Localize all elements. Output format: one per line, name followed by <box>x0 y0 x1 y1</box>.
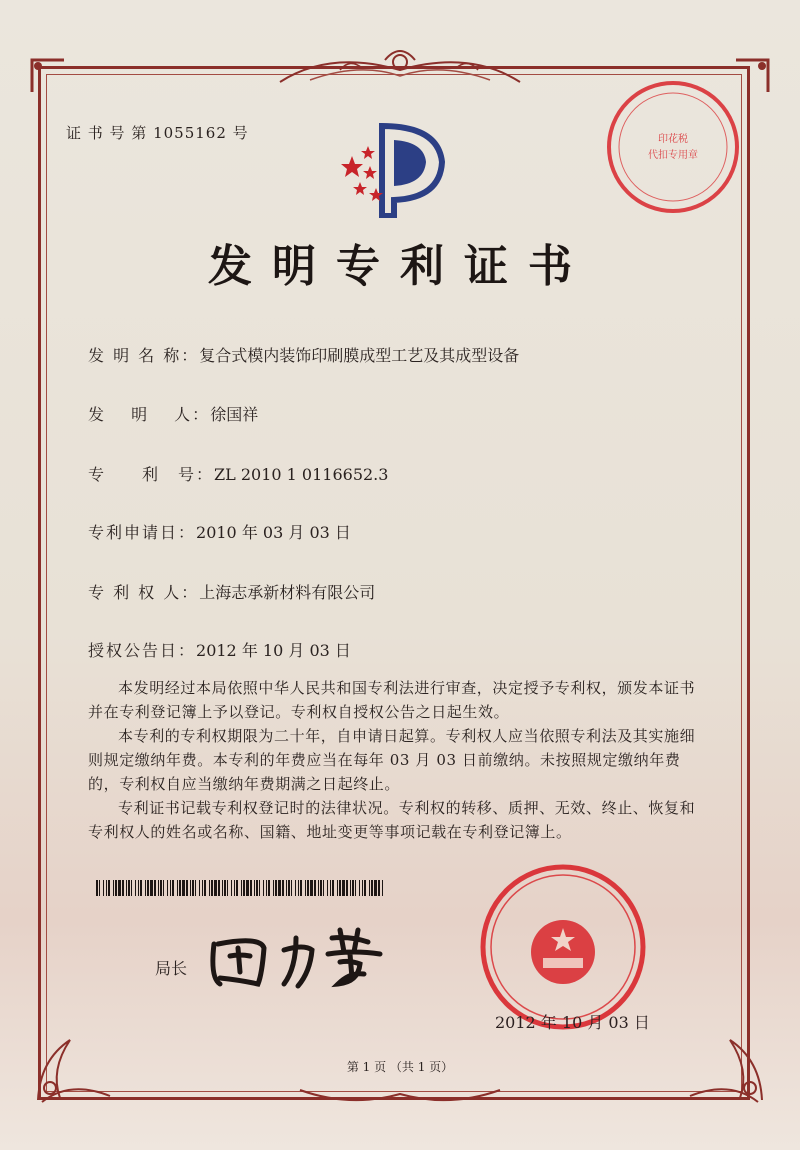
certificate-body <box>88 676 708 844</box>
field-patent-number <box>88 462 388 485</box>
director-label: 局长 <box>155 959 188 978</box>
field-grant-date <box>88 638 351 661</box>
body-paragraph: 本专利的专利权期限为二十年，自申请日起算。专利权人应当依照专利法及其实施细则规定缴纳年费。本专利的年费应当在每年 03 月 03 日前缴纳。未按照规定缴纳年费的，专利权自应当缴纳年费期满之日起终止。 <box>88 727 696 793</box>
field-patentee <box>88 580 375 603</box>
field-value: 复合式模内装饰印刷膜成型工艺及其成型设备 <box>199 346 520 365</box>
svg-text:印花税: 印花税 <box>658 134 688 145</box>
field-label: 发 明 名 称： <box>88 346 200 365</box>
barcode <box>96 880 386 896</box>
certificate-number: 证 书 号 第 1055162 号 <box>66 124 249 142</box>
field-application-date <box>88 520 351 543</box>
field-label: 发 明 人： <box>88 405 211 424</box>
field-label: 授权公告日： <box>88 641 197 660</box>
svg-text:代扣专用章: 代扣专用章 <box>648 150 698 161</box>
field-value: 上海志承新材料有限公司 <box>199 583 376 602</box>
field-value: 2012 年 10 月 03 日 <box>196 641 351 660</box>
field-label: 专 利 号： <box>88 465 215 484</box>
corner-ornament-top-left <box>28 56 68 96</box>
patent-office-logo-icon <box>330 118 460 218</box>
body-paragraph: 专利证书记载专利权登记时的法律状况。专利权的转移、质押、无效、终止、恢复和专利权人的姓名或名称、国籍、地址变更等事项记载在专利登记簿上。 <box>88 799 696 841</box>
bottom-ornament <box>290 1080 510 1110</box>
field-label: 专 利 权 人： <box>88 583 200 602</box>
tax-stamp <box>604 78 742 216</box>
issue-date: 2012 年 10 月 03 日 <box>495 1013 650 1032</box>
page-number: 第 1 页 （共 1 页） <box>346 1060 454 1074</box>
field-invention-name <box>88 343 519 366</box>
top-ornament <box>270 40 530 90</box>
certificate-title: 发明专利证书 <box>208 241 592 292</box>
field-value: ZL 2010 1 0116652.3 <box>214 465 389 484</box>
field-value: 徐国祥 <box>210 405 259 424</box>
field-value: 2010 年 03 月 03 日 <box>196 523 351 542</box>
official-seal <box>478 862 648 1032</box>
field-label: 专利申请日： <box>88 523 197 542</box>
field-inventor <box>88 402 258 425</box>
director-signature <box>200 918 390 998</box>
body-paragraph: 本发明经过本局依照中华人民共和国专利法进行审查，决定授予专利权，颁发本证书并在专利登记簿上予以登记。专利权自授权公告之日起生效。 <box>88 679 696 721</box>
